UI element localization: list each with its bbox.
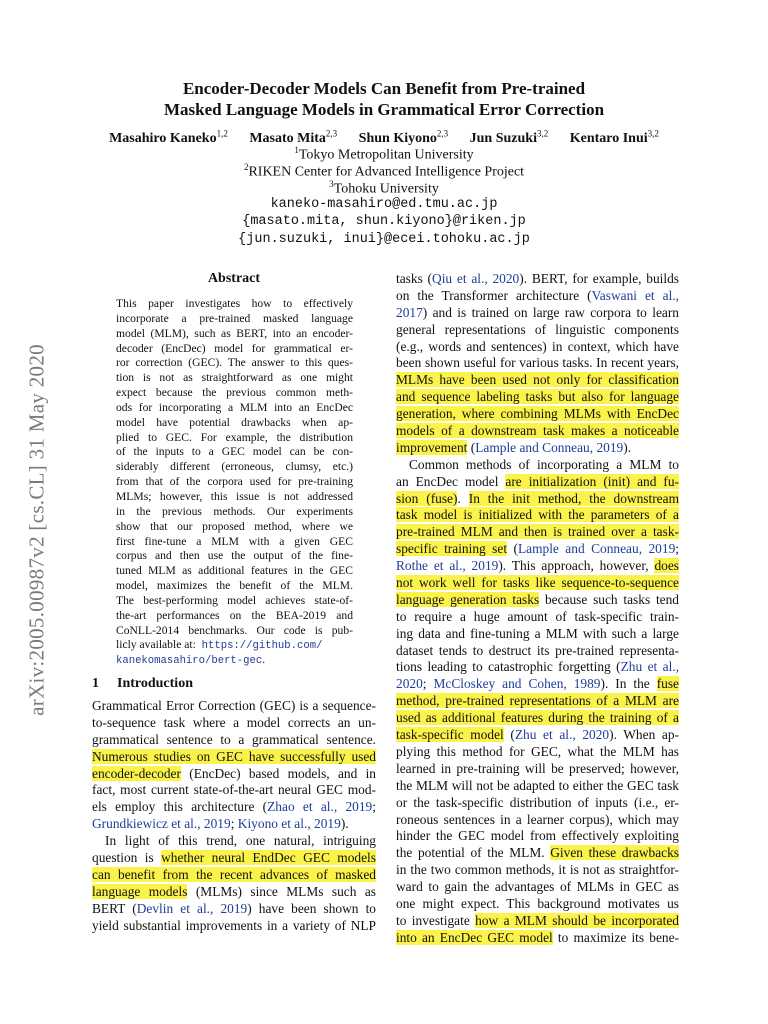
text-line: the MLM will not be adapted to either the GEC task <box>396 777 679 793</box>
abstract-line: This paper investigates how to effectively <box>116 297 353 310</box>
text-line: encoder-decoder (EncDec) based models, and in <box>92 765 376 781</box>
repo-url-link[interactable]: kanekomasahiro/bert-gec <box>116 655 263 668</box>
abstract-line: of the inputs to a GEC model can be con- <box>116 445 353 459</box>
citation-link[interactable]: Zhao et al., 2019 <box>267 799 373 815</box>
text-line: roneous sentences in a learner corpus), which may <box>396 811 679 827</box>
citation-link[interactable]: Zhu et al., 2020 <box>514 727 610 743</box>
abstract-body <box>116 297 353 668</box>
text-line: one might expect. This background motivates us <box>396 895 679 911</box>
abstract-line: licly available at: https://github.com/ <box>116 638 323 653</box>
text-line: Rothe et al., 2019). This approach, however, does <box>396 558 679 574</box>
author: Shun Kiyono$^{2,3}$ <box>358 128 449 146</box>
abstract-line: ror correction (GEC). The answer to this ques- <box>116 356 353 370</box>
abstract-line: tion is not as straightforward as one might <box>116 371 353 385</box>
text-line: sion (fuse). In the init method, the downstream <box>396 490 679 506</box>
text-line: language models (MLMs) since MLMs such as <box>92 883 376 899</box>
text-line: MLMs have been used not only for classification <box>396 372 679 388</box>
abstract-line: from that of the corpora used for pre-training <box>116 475 353 489</box>
abstract-heading: Abstract <box>207 271 261 286</box>
author: Masahiro Kaneko$^{1,2}$ <box>109 128 228 146</box>
abstract-line: plied to GEC. For example, the distribution <box>116 430 353 444</box>
text-line: and sequence labeling tasks but also for language <box>396 389 679 405</box>
citation-link[interactable]: Devlin et al., 2019 <box>136 900 248 916</box>
text-line: general representations of linguistic components <box>396 321 679 337</box>
text-line: been shown useful for various tasks. In recent years, <box>396 355 679 371</box>
abstract-line: The best-performing model achieves state-of- <box>116 593 353 607</box>
abstract-line: model (MLM), such as BERT, into an encoder- <box>116 326 353 340</box>
email: {masato.mita, shun.kiyono}@riken.jp <box>242 214 526 229</box>
text-line: 2017) and is trained on large raw corpora to learn <box>396 304 679 320</box>
author-list <box>0 128 768 147</box>
text-line: tasks (Qiu et al., 2020). BERT, for example, builds <box>396 271 680 286</box>
text-line: 2020; McCloskey and Cohen, 1989). In the fuse <box>396 676 679 692</box>
author: Kentaro Inui$^{3,2}$ <box>569 128 659 146</box>
affiliation: $^2$RIKEN Center for Advanced Intelligence Project <box>243 162 525 180</box>
email: {jun.suzuki, inui}@ecei.tohoku.ac.jp <box>238 232 530 247</box>
text-line: task-specific model (Zhu et al., 2020). When ap- <box>396 727 679 743</box>
citation-link[interactable]: Kiyono et al., 2019 <box>237 816 341 832</box>
abstract-line: decoder (EncDec) model for grammatical er- <box>116 341 353 355</box>
text-line: Numerous studies on GEC have successfully used <box>92 748 376 764</box>
author: Jun Suzuki$^{3,2}$ <box>469 128 549 146</box>
abstract-line: the-art performances on the BEA-2019 and <box>116 608 353 622</box>
email: kaneko-masahiro@ed.tmu.ac.jp <box>270 197 498 212</box>
text-line: to investigate how a MLM should be incorporated <box>396 912 679 928</box>
text-line: models of a downstream task makes a noticeable <box>396 423 679 439</box>
repo-url-link[interactable]: https://github.com/ <box>201 640 323 653</box>
citation-link[interactable]: Lample and Conneau, 2019 <box>517 541 676 557</box>
author: Masato Mita$^{2,3}$ <box>249 128 338 146</box>
text-line: dataset tends to destruct its pre-trained representa- <box>396 642 679 658</box>
text-line: method, pre-trained representations of a MLM are <box>396 693 679 709</box>
text-line: (e.g., words and sentences) in context, which have <box>396 338 679 354</box>
arxiv-id-text: arXiv:2005.00987v2 [cs.CL] 31 May 2020 <box>24 344 49 716</box>
text-line: yield substantial improvements in a variety of NLP <box>92 917 376 933</box>
intro-left-column <box>92 698 376 934</box>
text-line: in the two common methods, it is not as straightfor- <box>396 862 679 878</box>
citation-link[interactable]: Rothe et al., 2019 <box>396 558 499 574</box>
abstract-line: MLMs; however, this issue is not addressed <box>116 489 353 503</box>
abstract-line: in the previous methods. Our experiments <box>116 504 353 518</box>
text-line: an EncDec model are initialization (init) and fu- <box>396 473 680 489</box>
text-line: into an EncDec GEC model to maximize its bene- <box>396 929 679 945</box>
abstract-line: model, maximizes the benefit of the MLM. <box>116 579 353 593</box>
citation-link[interactable]: Vaswani et al., <box>591 287 679 303</box>
section-heading: 1 Introduction <box>92 676 193 691</box>
text-line: used as additional features during the training of a <box>396 710 679 726</box>
text-line: Common methods of incorporating a MLM to <box>409 456 679 472</box>
text-line: improvement (Lample and Conneau, 2019). <box>396 439 632 455</box>
citation-link[interactable]: Qiu et al., 2020 <box>432 271 520 286</box>
abstract-line: corpus and then use the output of the fine- <box>116 549 353 563</box>
intro-right-column <box>396 271 679 947</box>
abstract-line: siderably different (erroneous, clumsy, etc.) <box>116 460 353 474</box>
citation-link[interactable]: Lample and Conneau, 2019 <box>475 439 624 455</box>
citation-link[interactable]: Zhu et al., <box>620 659 679 675</box>
text-line: can benefit from the recent advances of masked <box>92 866 376 882</box>
citation-link[interactable]: 2017 <box>396 304 423 320</box>
text-line: In light of this trend, one natural, intriguing <box>105 833 376 849</box>
citation-link[interactable]: McCloskey and Cohen, 1989 <box>433 676 601 692</box>
citation-link[interactable]: 2020 <box>396 676 423 692</box>
text-line: ward to gain the advantages of MLMs in GEC as <box>396 879 679 895</box>
text-line: grammatical sentence to a grammatical sentence. <box>92 731 376 747</box>
text-line: the potential of the MLM. Given these drawbacks <box>396 845 679 861</box>
arxiv-identifier <box>22 310 52 750</box>
abstract-line: incorporate a pre-trained masked language <box>116 311 353 325</box>
text-line: specific training set (Lample and Conneau, 2019; <box>396 541 679 557</box>
text-line: Grundkiewicz et al., 2019; Kiyono et al., 2019). <box>92 816 349 832</box>
text-line: generation, where combining MLMs with EncDec <box>396 406 679 422</box>
affiliation: $^3$Tohoku University <box>329 179 439 197</box>
abstract-line: kanekomasahiro/bert-gec. <box>116 653 266 668</box>
abstract-line: tuned MLM as additional features in the GEC <box>116 564 353 578</box>
citation-link[interactable]: Grundkiewicz et al., 2019 <box>92 816 231 832</box>
text-line: ing data and fine-tuning a MLM with such a large <box>396 625 679 641</box>
title-line-1: Encoder-Decoder Models Can Benefit from Pre-trained <box>182 79 586 98</box>
text-line: to require a huge amount of task-specific train- <box>396 608 679 624</box>
title-line-2: Masked Language Models in Grammatical Error Correction <box>163 100 605 119</box>
text-line: task model is initialized with the parameters of a <box>396 507 679 523</box>
abstract-line: ods for incorporating a MLM into an EncDec <box>116 400 353 414</box>
abstract-line: first fine-tune a MLM with a given GEC <box>116 534 353 548</box>
text-line: fact, most current state-of-the-art neural GEC mod- <box>92 782 376 798</box>
abstract-line: CoNLL-2014 benchmarks. Our code is pub- <box>116 623 353 637</box>
paper-title <box>0 78 768 120</box>
abstract-line: expect because the previous common meth- <box>116 386 353 400</box>
abstract-line: show that our proposed method, where we <box>116 519 353 533</box>
text-line: language generation tasks because such tasks tend <box>396 591 679 607</box>
text-line: not work well for tasks like sequence-to-sequence <box>396 575 679 591</box>
text-line: Grammatical Error Correction (GEC) is a sequence- <box>92 698 376 713</box>
text-line: els employ this architecture (Zhao et al., 2019; <box>92 799 376 815</box>
text-line: plying this method for GEC, what the MLM has <box>396 743 679 759</box>
text-line: learned in pre-training will be preserved; however, <box>396 760 679 776</box>
text-line: tions leading to catastrophic forgetting (Zhu et al., <box>396 659 679 675</box>
text-line: question is whether neural EndDec GEC models <box>92 850 376 866</box>
affiliation: $^1$Tokyo Metropolitan University <box>294 145 474 163</box>
text-line: to-sequence task where a model corrects an un- <box>92 714 376 730</box>
text-line: pre-trained MLM and then is trained over a task- <box>396 524 679 540</box>
text-line: hinder the GEC model from effectively exploiting <box>396 828 679 844</box>
text-line: or the task-specific distribution of inputs (i.e., er- <box>396 794 679 810</box>
abstract-line: model have potential drawbacks when ap- <box>116 415 353 429</box>
text-line: on the Transformer architecture (Vaswani et al., <box>396 287 679 303</box>
text-line: BERT (Devlin et al., 2019) have been shown to <box>92 900 376 916</box>
